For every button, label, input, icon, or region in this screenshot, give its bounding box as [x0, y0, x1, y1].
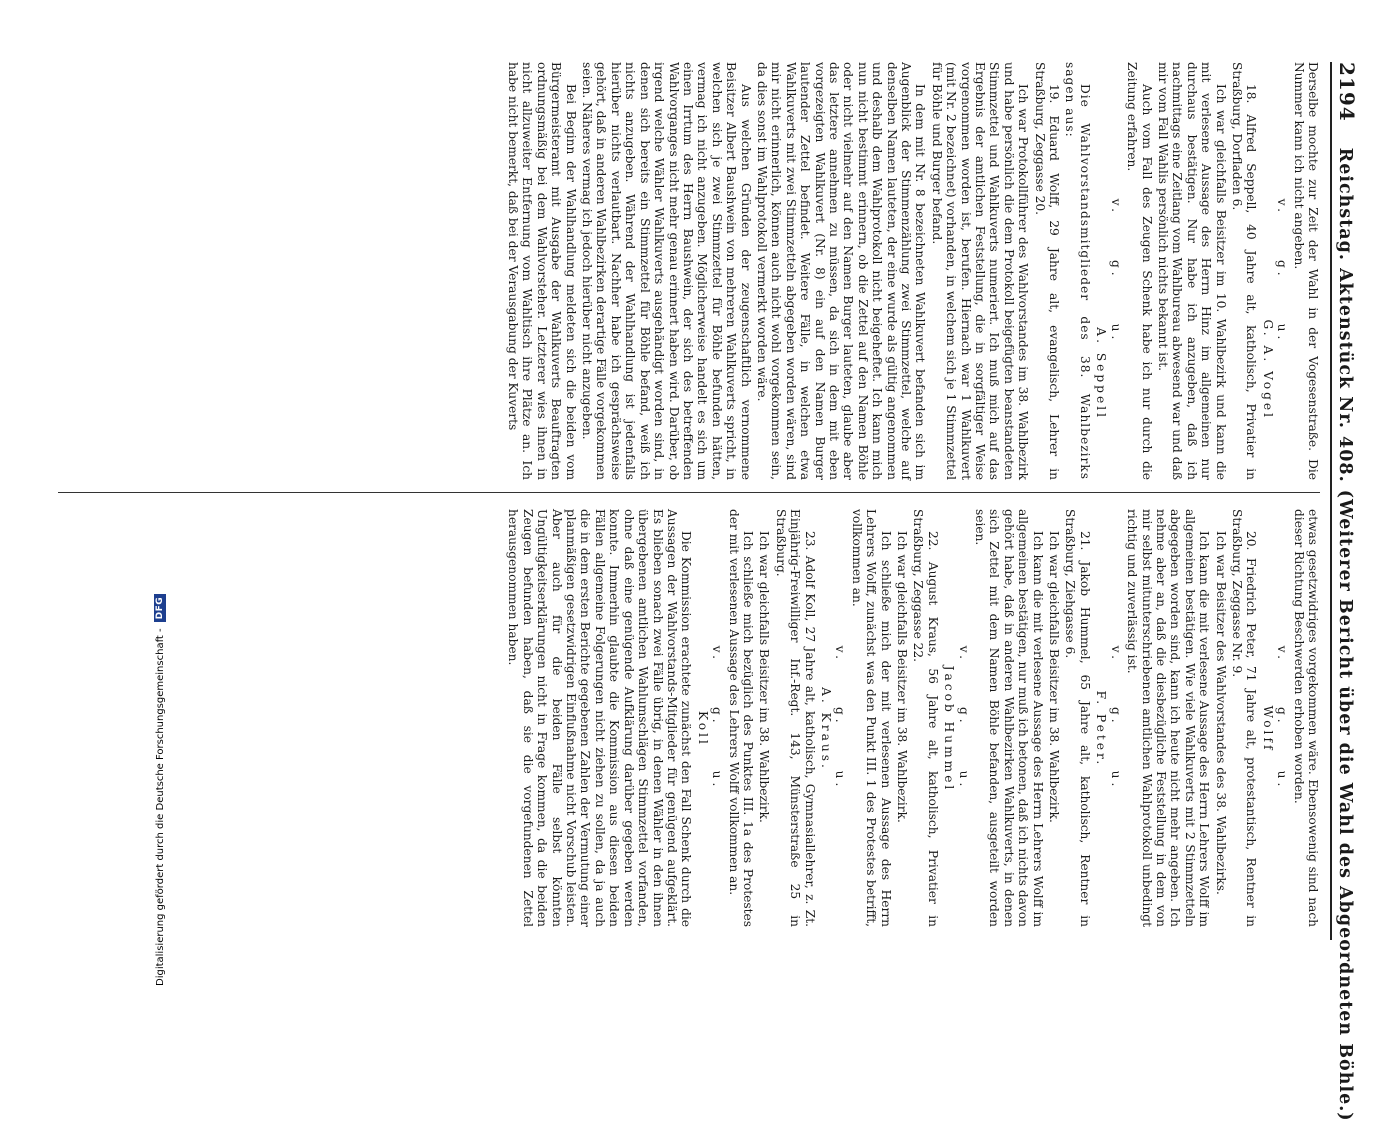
paragraph: 22. August Kraus, 56 Jahre alt, katholisch, Privatier in Straßburg, Zeggasse 22. [911, 509, 940, 927]
signature: A. Kraus. [819, 687, 833, 771]
signoff-vgu: v. g. u. [1108, 645, 1123, 791]
paragraph: 20. Friedrich Peter, 71 Jahre alt, protestantisch, Rentner in Straßburg, Zeggasse Nr. 9. [1229, 509, 1259, 927]
paragraph: etwas gesetzwidriges vorgekommen wäre. Ebensowenig sind nach dieser Richtung Beschwerden erhoben worden. [1291, 509, 1320, 927]
paragraph: Ich schließe mich bezüglich des Punktes III. 1a des Protestes der mit verlesenen Aussage des Lehrers Wolff vollkommen an. [726, 509, 755, 927]
paragraph: 18. Alfred Seppell, 40 Jahre alt, katholisch, Privatier in Straßburg, Dorfladen 6. [1229, 62, 1259, 480]
section-heading: Die Wahlvorstandsmitglieder des 38. Wahlbezirks sagen aus: [1063, 62, 1092, 480]
paragraph: 21. Jakob Hummel, 65 Jahre alt, katholisch, Rentner in Straßburg, Ziehgasse 6. [1063, 509, 1092, 927]
paragraph: Ich war gleichfalls Beisitzer im 10. Wahlbezirk und kann die mit verlesene Aussage des Herrn Hinz im allgemeinen nur durchaus bestätigen. Nur habe ich anzugeben, daß ich nachmittags eine Zeitlang vom Wahlbureau abwesend war und daß mir vom Fall Wahlis persönlich nichts bekannt ist. [1155, 62, 1228, 480]
paragraph: Ich war gleichfalls Beisitzer im 38. Wahlbezirk. [1047, 531, 1062, 823]
signoff-vgu: v. g. u. [1275, 198, 1290, 344]
page-header [1330, 62, 1359, 1122]
digitisation-notice [154, 546, 166, 986]
paragraph: Bei Beginn der Wahlhandlung meldeten sich die beiden vom Bürgermeisteramt mit Ausgabe der Wahlkuverts Beauftragten ordnungsmäßig bei dem Wahlvorsteher. Letzterer wies ihnen in nicht allzuweiter Entfernung vom Wahltisch ihre Plätze an. Ich habe nicht bemerkt, daß bei der Verausgabung der Kuverts [506, 62, 578, 480]
digitisation-notice-text: Digitalisierung gefördert durch die Deutsche Forschungsgemeinschaft - [154, 628, 166, 986]
paragraph: Ich war gleichfalls Beisitzer im 38. Wahlbezirk. [895, 531, 910, 823]
signature: F. Peter. [1094, 690, 1109, 768]
paragraph: Aus welchen Gründen der zeugenschaftlich vernommene Beisitzer Albert Baushwein von mehreren Wahlkuverts spricht, in welchen sich je zwei Stimmzettel für Böhle befunden hätten, vermag ich nicht anzugeben. Möglicherweise handelt es sich um einen Irrtum des Herrn Baushwein, der sich des betreffenden Wahlvorganges nicht mehr genau erinnert haben wird. Darüber, ob irgend welche Wähler Wahlkuverts ausgehändigt worden sind, in denen sich bereits ein Stimmzettel für Böhle befand, weiß ich nichts anzugeben. Während der Wahlhandlung ist jedenfalls hierüber nichts verlautbart. Nachher habe ich gesprächsweise gehört, daß in anderen Wahlbezirken derartige Fälle vorgekommen seien. Näheres vermag ich jedoch hierüber nicht anzugeben. [580, 62, 753, 480]
signoff-vgu: v. g. u. [833, 645, 848, 791]
signature: Koll [695, 711, 710, 747]
signoff-vgu: v. g. u. [1108, 198, 1123, 344]
paragraph: 23. Adolf Koll, 27 Jahre alt, katholisch, Gymnasiallehrer, z. Zt. Einjährig-Freiwilliger Inf.-Regt. 143, Münsterstraße 25 in Straßburg. [773, 509, 817, 927]
paragraph: Ich war Beisitzer des Wahlvorstandes des 38. Wahlbezirks. [1213, 531, 1228, 895]
page-number: 2194 [1335, 62, 1359, 122]
paragraph: Derselbe mochte zur Zeit der Wahl in der Vogesenstraße. Die Nummer kann ich nicht angeben. [1291, 62, 1320, 480]
dfg-logo: DFG [154, 594, 166, 623]
signoff-vgu: v. g. u. [710, 645, 725, 791]
signoff-vgu: v. g. u. [1275, 645, 1290, 791]
signature: Jacob Hummel [942, 665, 957, 793]
right-column [58, 493, 1320, 927]
page-title: Reichstag. Aktenstück Nr. 408. (Weiterer Bericht über die Wahl des Abgeordneten Böhle.) [1335, 147, 1355, 1122]
paragraph: Ich war gleichfalls Beisitzer im 38. Wahlbezirk. [757, 531, 772, 823]
paragraph: Die Kommission erachtete zunächst den Fall Schenk durch die Aussagen der Wahlvorstands-Mitglieder für genügend aufgeklärt. Es blieben sonach zwei Fälle übrig, in denen Wähler in den ihnen übergebenen amtlichen Wahlumschlägen Stimmzettel vorfanden, ohne daß eine genügende Aufklärung darüber gegeben werden konnte. Immerhin glaubte die Kommission aus diesen beiden Fällen allgemeine Folgerungen nicht ziehen zu sollen, da ja auch die in dem ersten Berichte gegebenen Zahlen der Vermutung einer planmäßigen gesetzwidrigen Einflußnahme nicht Vorschub leisten. Aber auch für die beiden Fälle selbst könnten Ungültigkeitserklärungen nicht in Frage kommen, da die beiden Zeugen befunden haben, daß sie die vorgefundenen Zettel herausgenommen haben. [506, 509, 694, 927]
paragraph: In dem mit Nr. 8 bezeichneten Wahlkuvert befanden sich im Augenblick der Stimmenzählung zwei Stimmzettel, welche auf denselben Namen lauteten, der eine wurde als gültig angenommen und deshalb dem Wahlprotokoll nicht beigeheftet. Ich kann mich nun nicht bestimmt erinnern, ob die Zettel auf den Namen Böhle oder nicht vielmehr auf den Namen Burger lauteten, glaube aber das letztere annehmen zu müssen, da sich in dem mit eben vorgezeigten Wahlkuvert (Nr. 8) ein auf den Namen Burger lautender Zettel befindet. Weitere Fälle, in welchen etwa Wahlkuverts mit zwei Stimmzetteln abgegeben worden wären, sind mir nicht erinnerlich, können auch nicht wohl vorgekommen sein, da dies sonst im Wahlprotokoll vermerkt worden wäre. [754, 62, 928, 480]
signature: A. Seppell [1094, 327, 1109, 420]
paragraph: Ich schließe mich der mit verlesenen Aussage des Herrn Lehrers Wolff, zunächst was den Punkt III. 1 des Protestes betrifft, vollkommen an. [849, 509, 893, 927]
signoff-vgu: v. g. u. [956, 645, 971, 791]
paragraph: Ich kann die mit verlesene Aussage des Herrn Lehrers Wolff im allgemeinen bestätigen, nur muß ich betonen, daß ich nichts davon gehört habe, daß in anderen Wahlbezirken Wahlkuverts, in denen sich Zettel mit dem Namen Böhle befanden, ausgeteilt worden seien. [973, 509, 1045, 927]
paragraph: Ich kann die mit verlesene Aussage des Herrn Lehrers Wolff im allgemeinen bestätigen. Wie viele Wahlkuverts mit 2 Stimmzetteln abgegeben worden sind, kann ich heute nicht mehr angeben. Ich nehme aber an, daß die diesbezügliche Feststellung in dem von mir selbst mitunterschriebenen amtlichen Wahlprotokoll unbedingt richtig und zuverlässig ist. [1125, 509, 1212, 927]
signature: Wolff [1260, 705, 1275, 753]
text-columns [58, 62, 1320, 940]
paragraph: Auch vom Fall des Zeugen Schenk habe ich nur durch die Zeitung erfahren. [1125, 62, 1154, 480]
paragraph: Ich war Protokollführer des Wahlvorstandes im 38. Wahlbezirk und habe persönlich die dem Protokoll beigefügten beanstandeten Stimmzettel und Wahlkuverts numeriert. Ich muß mich auf das Ergebnis der amtlichen Feststellung, die in sorgfältiger Weise vorgenommen worden ist, berufen. Hiernach war 1 Wahlkuvert (mit Nr. 2 bezeichnet) vorhanden, in welchem sich je 1 Stimmzettel für Böhle und Burger befand. [929, 62, 1031, 480]
paragraph: 19. Eduard Wolff, 29 Jahre alt, evangelisch, Lehrer in Straßburg, Zeggasse 20. [1032, 62, 1062, 480]
left-column [58, 62, 1320, 492]
signature: G. A. Vogel [1260, 319, 1275, 420]
